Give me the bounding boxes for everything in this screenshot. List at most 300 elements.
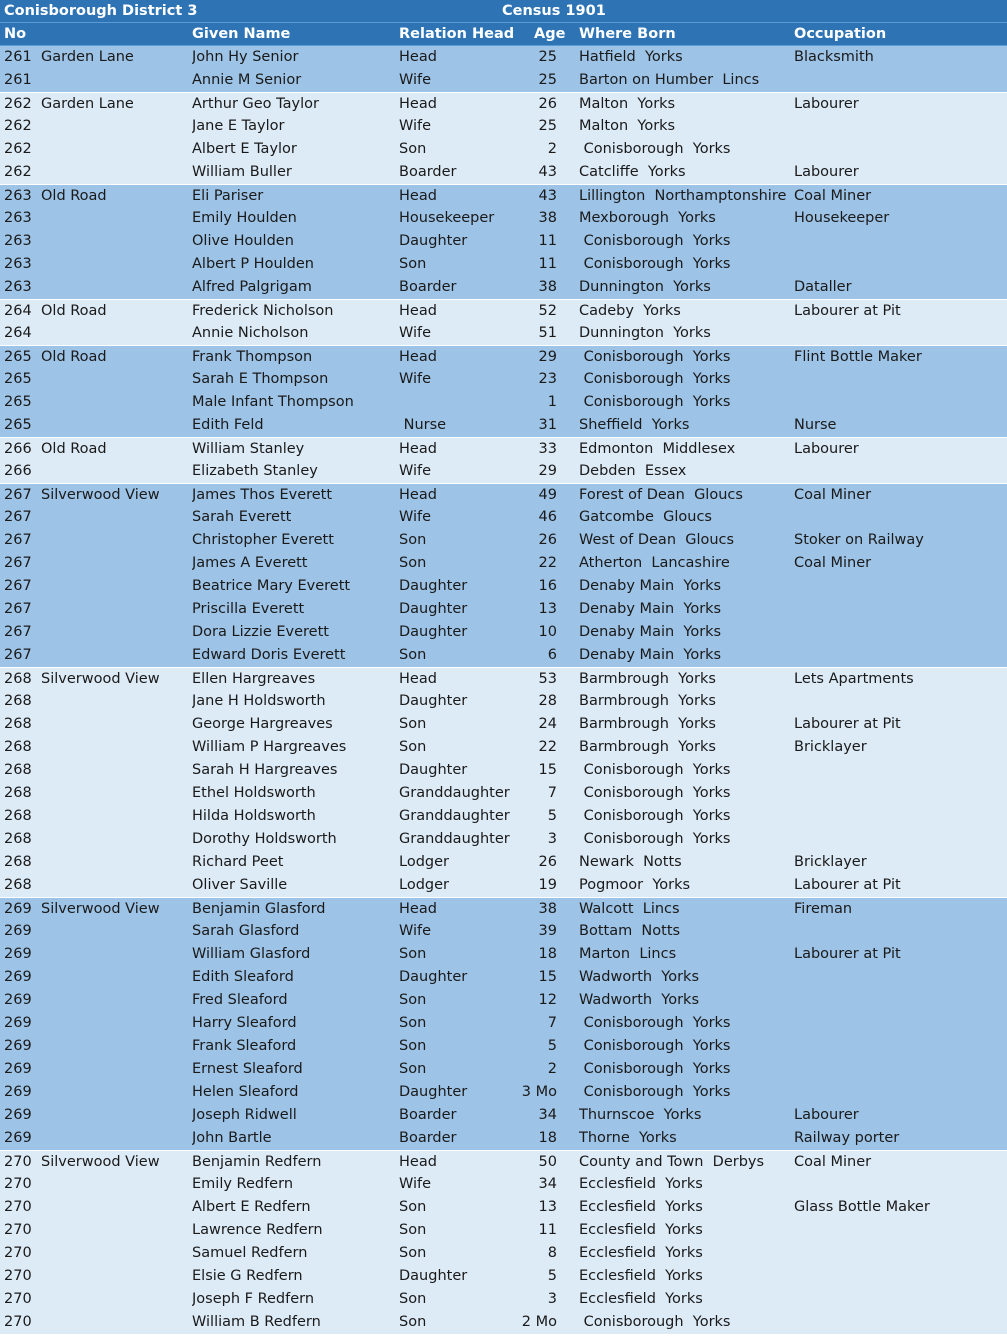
cell-given-name: Priscilla Everett bbox=[192, 601, 305, 617]
cell-relation: Wife bbox=[399, 1176, 432, 1192]
cell-schedule-no: 263 bbox=[4, 279, 32, 295]
table-row bbox=[0, 437, 1007, 460]
cell-where-born: Barmbrough Yorks bbox=[579, 739, 716, 755]
column-header-relation: Relation Head bbox=[399, 26, 515, 42]
cell-occupation: Housekeeper bbox=[794, 210, 890, 226]
cell-schedule-no: 264 bbox=[4, 303, 32, 319]
table-row bbox=[0, 460, 1007, 483]
cell-schedule-no: 267 bbox=[4, 555, 32, 571]
cell-age: 3 bbox=[547, 1291, 557, 1307]
cell-where-born: Atherton Lancashire bbox=[579, 555, 730, 571]
cell-given-name: William P Hargreaves bbox=[192, 739, 347, 755]
cell-given-name: Elizabeth Stanley bbox=[192, 463, 318, 479]
cell-relation: Granddaughter bbox=[399, 831, 510, 847]
cell-age: 26 bbox=[538, 96, 557, 112]
cell-given-name: John Hy Senior bbox=[192, 49, 299, 65]
table-row bbox=[0, 667, 1007, 690]
cell-occupation bbox=[794, 1265, 1004, 1288]
column-header-row bbox=[0, 23, 1007, 46]
table-row bbox=[0, 1127, 1007, 1150]
cell-occupation: Flint Bottle Maker bbox=[794, 349, 922, 365]
cell-where-born: Denaby Main Yorks bbox=[579, 578, 722, 594]
table-row bbox=[0, 943, 1007, 966]
cell-age: 13 bbox=[538, 601, 557, 617]
table-row bbox=[0, 552, 1007, 575]
cell-relation: Head bbox=[399, 303, 437, 319]
cell-schedule-no: 268 bbox=[4, 831, 32, 847]
table-row bbox=[0, 391, 1007, 414]
cell-occupation bbox=[794, 782, 1004, 805]
cell-given-name: William B Redfern bbox=[192, 1314, 321, 1330]
cell-given-name: Dorothy Holdsworth bbox=[192, 831, 337, 847]
cell-where-born: Bottam Notts bbox=[579, 923, 681, 939]
table-row bbox=[0, 1219, 1007, 1242]
cell-occupation bbox=[794, 230, 1004, 253]
table-row bbox=[0, 621, 1007, 644]
cell-schedule-no: 267 bbox=[4, 601, 32, 617]
cell-age: 25 bbox=[538, 72, 557, 88]
cell-given-name: Helen Sleaford bbox=[192, 1084, 299, 1100]
cell-occupation: Labourer at Pit bbox=[794, 303, 901, 319]
cell-given-name: Sarah H Hargreaves bbox=[192, 762, 338, 778]
cell-street: Silverwood View bbox=[41, 487, 160, 503]
table-row bbox=[0, 69, 1007, 92]
cell-given-name: Sarah E Thompson bbox=[192, 371, 329, 387]
cell-where-born: Barmbrough Yorks bbox=[579, 671, 716, 687]
cell-age: 6 bbox=[547, 647, 557, 663]
cell-schedule-no: 265 bbox=[4, 394, 32, 410]
table-row bbox=[0, 207, 1007, 230]
cell-schedule-no: 268 bbox=[4, 877, 32, 893]
cell-relation: Son bbox=[399, 1015, 427, 1031]
cell-age: 43 bbox=[538, 188, 557, 204]
table-row bbox=[0, 897, 1007, 920]
cell-relation: Son bbox=[399, 1245, 427, 1261]
cell-street: Old Road bbox=[41, 303, 107, 319]
cell-occupation bbox=[794, 506, 1004, 529]
table-row bbox=[0, 644, 1007, 667]
cell-occupation bbox=[794, 575, 1004, 598]
cell-age: 38 bbox=[538, 210, 557, 226]
cell-occupation bbox=[794, 138, 1004, 161]
cell-where-born: Dunnington Yorks bbox=[579, 279, 711, 295]
cell-occupation bbox=[794, 1242, 1004, 1265]
cell-given-name: Edward Doris Everett bbox=[192, 647, 346, 663]
cell-given-name: Frederick Nicholson bbox=[192, 303, 334, 319]
cell-age: 50 bbox=[538, 1154, 557, 1170]
cell-where-born: Pogmoor Yorks bbox=[579, 877, 691, 893]
cell-given-name: William Buller bbox=[192, 164, 292, 180]
column-header-where-born: Where Born bbox=[579, 26, 676, 42]
table-row bbox=[0, 253, 1007, 276]
cell-age: 33 bbox=[538, 441, 557, 457]
cell-schedule-no: 263 bbox=[4, 210, 32, 226]
cell-where-born: Ecclesfield Yorks bbox=[579, 1222, 703, 1238]
cell-occupation bbox=[794, 828, 1004, 851]
cell-given-name: Albert E Taylor bbox=[192, 141, 297, 157]
cell-schedule-no: 270 bbox=[4, 1268, 32, 1284]
cell-given-name: Edith Feld bbox=[192, 417, 264, 433]
cell-age: 49 bbox=[538, 487, 557, 503]
cell-age: 3 bbox=[547, 831, 557, 847]
table-row bbox=[0, 782, 1007, 805]
cell-where-born: Conisborough Yorks bbox=[579, 831, 731, 847]
cell-occupation: Blacksmith bbox=[794, 49, 874, 65]
cell-schedule-no: 264 bbox=[4, 325, 32, 341]
cell-relation: Boarder bbox=[399, 1107, 457, 1123]
cell-schedule-no: 269 bbox=[4, 901, 32, 917]
cell-age: 38 bbox=[538, 279, 557, 295]
cell-where-born: Barton on Humber Lincs bbox=[579, 72, 760, 88]
cell-given-name: Joseph F Redfern bbox=[192, 1291, 315, 1307]
cell-where-born: Wadworth Yorks bbox=[579, 969, 700, 985]
cell-relation: Son bbox=[399, 716, 427, 732]
cell-occupation: Labourer bbox=[794, 441, 859, 457]
cell-relation: Granddaughter bbox=[399, 785, 510, 801]
cell-schedule-no: 266 bbox=[4, 463, 32, 479]
cell-occupation: Glass Bottle Maker bbox=[794, 1199, 930, 1215]
cell-occupation: Coal Miner bbox=[794, 487, 872, 503]
cell-street: Garden Lane bbox=[41, 96, 134, 112]
cell-where-born: Dunnington Yorks bbox=[579, 325, 711, 341]
cell-street: Old Road bbox=[41, 188, 107, 204]
cell-where-born: Edmonton Middlesex bbox=[579, 441, 736, 457]
cell-where-born: Barmbrough Yorks bbox=[579, 693, 716, 709]
cell-relation: Daughter bbox=[399, 624, 468, 640]
cell-relation: Son bbox=[399, 1038, 427, 1054]
table-row bbox=[0, 1311, 1007, 1334]
cell-street: Old Road bbox=[41, 441, 107, 457]
cell-relation: Daughter bbox=[399, 578, 468, 594]
cell-relation bbox=[399, 391, 524, 414]
cell-given-name: William Stanley bbox=[192, 441, 305, 457]
cell-where-born: West of Dean Gloucs bbox=[579, 532, 735, 548]
table-row bbox=[0, 1104, 1007, 1127]
cell-where-born: Conisborough Yorks bbox=[579, 1314, 731, 1330]
table-row bbox=[0, 1012, 1007, 1035]
cell-where-born: Sheffield Yorks bbox=[579, 417, 690, 433]
cell-where-born: Ecclesfield Yorks bbox=[579, 1268, 703, 1284]
cell-schedule-no: 268 bbox=[4, 785, 32, 801]
cell-age: 29 bbox=[538, 349, 557, 365]
cell-age: 38 bbox=[538, 901, 557, 917]
cell-relation: Lodger bbox=[399, 877, 449, 893]
cell-occupation bbox=[794, 460, 1004, 483]
cell-age: 12 bbox=[538, 992, 557, 1008]
cell-age: 24 bbox=[538, 716, 557, 732]
table-row bbox=[0, 1196, 1007, 1219]
cell-given-name: Jane H Holdsworth bbox=[192, 693, 326, 709]
column-header-no: No bbox=[4, 26, 27, 42]
cell-given-name: Samuel Redfern bbox=[192, 1245, 308, 1261]
cell-schedule-no: 269 bbox=[4, 1038, 32, 1054]
table-row bbox=[0, 851, 1007, 874]
cell-relation: Daughter bbox=[399, 1268, 468, 1284]
cell-relation: Son bbox=[399, 1291, 427, 1307]
cell-given-name: Sarah Everett bbox=[192, 509, 292, 525]
cell-given-name: Lawrence Redfern bbox=[192, 1222, 323, 1238]
cell-relation: Daughter bbox=[399, 693, 468, 709]
table-row bbox=[0, 46, 1007, 69]
table-row bbox=[0, 184, 1007, 207]
table-row bbox=[0, 920, 1007, 943]
cell-where-born: Ecclesfield Yorks bbox=[579, 1199, 703, 1215]
cell-street: Silverwood View bbox=[41, 901, 160, 917]
cell-schedule-no: 269 bbox=[4, 969, 32, 985]
cell-where-born: Ecclesfield Yorks bbox=[579, 1176, 703, 1192]
cell-relation: Boarder bbox=[399, 279, 457, 295]
cell-age: 11 bbox=[538, 233, 557, 249]
cell-schedule-no: 268 bbox=[4, 671, 32, 687]
cell-age: 18 bbox=[538, 1130, 557, 1146]
cell-occupation bbox=[794, 598, 1004, 621]
cell-age: 29 bbox=[538, 463, 557, 479]
cell-relation: Head bbox=[399, 49, 437, 65]
cell-given-name: Jane E Taylor bbox=[192, 118, 285, 134]
cell-where-born: Gatcombe Gloucs bbox=[579, 509, 712, 525]
cell-relation: Son bbox=[399, 992, 427, 1008]
cell-where-born: Denaby Main Yorks bbox=[579, 647, 722, 663]
cell-where-born: Conisborough Yorks bbox=[579, 141, 731, 157]
cell-street: Silverwood View bbox=[41, 671, 160, 687]
cell-relation: Son bbox=[399, 141, 427, 157]
cell-street: Silverwood View bbox=[41, 1154, 160, 1170]
cell-relation: Housekeeper bbox=[399, 210, 495, 226]
cell-age: 28 bbox=[538, 693, 557, 709]
cell-relation: Boarder bbox=[399, 164, 457, 180]
table-row bbox=[0, 690, 1007, 713]
cell-where-born: Ecclesfield Yorks bbox=[579, 1291, 703, 1307]
cell-given-name: George Hargreaves bbox=[192, 716, 333, 732]
cell-age: 5 bbox=[547, 1268, 557, 1284]
cell-where-born: Malton Yorks bbox=[579, 118, 676, 134]
table-row bbox=[0, 345, 1007, 368]
cell-where-born: Walcott Lincs bbox=[579, 901, 680, 917]
cell-occupation: Bricklayer bbox=[794, 739, 867, 755]
cell-age: 31 bbox=[538, 417, 557, 433]
table-row bbox=[0, 575, 1007, 598]
cell-relation: Wife bbox=[399, 118, 432, 134]
cell-age: 52 bbox=[538, 303, 557, 319]
cell-age: 2 bbox=[547, 1061, 557, 1077]
cell-occupation bbox=[794, 1288, 1004, 1311]
cell-schedule-no: 263 bbox=[4, 188, 32, 204]
cell-given-name: Joseph Ridwell bbox=[192, 1107, 297, 1123]
cell-occupation bbox=[794, 253, 1004, 276]
cell-where-born: Catcliffe Yorks bbox=[579, 164, 686, 180]
cell-age: 46 bbox=[538, 509, 557, 525]
cell-where-born: Mexborough Yorks bbox=[579, 210, 716, 226]
cell-relation: Son bbox=[399, 1222, 427, 1238]
cell-occupation: Coal Miner bbox=[794, 1154, 872, 1170]
cell-relation: Son bbox=[399, 555, 427, 571]
cell-relation: Son bbox=[399, 1061, 427, 1077]
cell-age: 7 bbox=[547, 785, 557, 801]
cell-where-born: Conisborough Yorks bbox=[579, 808, 731, 824]
table-row bbox=[0, 322, 1007, 345]
cell-relation: Head bbox=[399, 487, 437, 503]
cell-where-born: Conisborough Yorks bbox=[579, 349, 731, 365]
cell-given-name: Frank Sleaford bbox=[192, 1038, 297, 1054]
cell-relation: Daughter bbox=[399, 762, 468, 778]
cell-occupation bbox=[794, 920, 1004, 943]
cell-relation: Granddaughter bbox=[399, 808, 510, 824]
cell-where-born: Forest of Dean Gloucs bbox=[579, 487, 743, 503]
table-row bbox=[0, 989, 1007, 1012]
cell-given-name: Male Infant Thompson bbox=[192, 394, 354, 410]
cell-occupation bbox=[794, 391, 1004, 414]
cell-occupation bbox=[794, 621, 1004, 644]
cell-age: 2 bbox=[547, 141, 557, 157]
table-row bbox=[0, 230, 1007, 253]
table-row bbox=[0, 759, 1007, 782]
cell-age: 13 bbox=[538, 1199, 557, 1215]
cell-street: Garden Lane bbox=[41, 49, 134, 65]
cell-schedule-no: 270 bbox=[4, 1245, 32, 1261]
cell-where-born: County and Town Derbys bbox=[579, 1154, 765, 1170]
cell-schedule-no: 263 bbox=[4, 256, 32, 272]
cell-relation: Head bbox=[399, 188, 437, 204]
cell-age: 11 bbox=[538, 1222, 557, 1238]
cell-where-born: Thurnscoe Yorks bbox=[579, 1107, 702, 1123]
table-row bbox=[0, 483, 1007, 506]
cell-relation: Wife bbox=[399, 463, 432, 479]
cell-where-born: Conisborough Yorks bbox=[579, 1038, 731, 1054]
cell-given-name: Olive Houlden bbox=[192, 233, 294, 249]
cell-where-born: Conisborough Yorks bbox=[579, 1084, 731, 1100]
cell-age: 34 bbox=[538, 1107, 557, 1123]
table-row bbox=[0, 529, 1007, 552]
cell-occupation: Nurse bbox=[794, 417, 837, 433]
cell-age: 22 bbox=[538, 739, 557, 755]
cell-schedule-no: 269 bbox=[4, 1015, 32, 1031]
cell-given-name: Harry Sleaford bbox=[192, 1015, 297, 1031]
cell-given-name: Fred Sleaford bbox=[192, 992, 288, 1008]
cell-where-born: Ecclesfield Yorks bbox=[579, 1245, 703, 1261]
cell-occupation: Fireman bbox=[794, 901, 853, 917]
cell-occupation: Labourer bbox=[794, 96, 859, 112]
cell-occupation: Bricklayer bbox=[794, 854, 867, 870]
cell-schedule-no: 261 bbox=[4, 49, 32, 65]
cell-schedule-no: 269 bbox=[4, 1061, 32, 1077]
cell-given-name: Emily Redfern bbox=[192, 1176, 294, 1192]
cell-age: 15 bbox=[538, 969, 557, 985]
cell-given-name: Edith Sleaford bbox=[192, 969, 294, 985]
cell-occupation: Lets Apartments bbox=[794, 671, 914, 687]
table-row bbox=[0, 598, 1007, 621]
table-row bbox=[0, 1058, 1007, 1081]
census-table-body bbox=[0, 46, 1007, 1334]
cell-where-born: Cadeby Yorks bbox=[579, 303, 681, 319]
cell-where-born: Conisborough Yorks bbox=[579, 394, 731, 410]
cell-schedule-no: 269 bbox=[4, 992, 32, 1008]
cell-schedule-no: 262 bbox=[4, 164, 32, 180]
cell-occupation bbox=[794, 1058, 1004, 1081]
cell-where-born: Marton Lincs bbox=[579, 946, 677, 962]
table-row bbox=[0, 713, 1007, 736]
cell-occupation bbox=[794, 759, 1004, 782]
cell-occupation bbox=[794, 644, 1004, 667]
cell-given-name: Emily Houlden bbox=[192, 210, 297, 226]
cell-schedule-no: 267 bbox=[4, 624, 32, 640]
cell-given-name: Ellen Hargreaves bbox=[192, 671, 316, 687]
cell-occupation bbox=[794, 115, 1004, 138]
cell-where-born: Conisborough Yorks bbox=[579, 1015, 731, 1031]
cell-schedule-no: 266 bbox=[4, 441, 32, 457]
cell-occupation bbox=[794, 805, 1004, 828]
table-row bbox=[0, 828, 1007, 851]
cell-schedule-no: 267 bbox=[4, 532, 32, 548]
cell-age: 22 bbox=[538, 555, 557, 571]
cell-schedule-no: 262 bbox=[4, 141, 32, 157]
cell-street: Old Road bbox=[41, 349, 107, 365]
cell-where-born: Barmbrough Yorks bbox=[579, 716, 716, 732]
cell-given-name: Christopher Everett bbox=[192, 532, 334, 548]
cell-occupation: Coal Miner bbox=[794, 188, 872, 204]
cell-schedule-no: 268 bbox=[4, 716, 32, 732]
cell-given-name: Eli Pariser bbox=[192, 188, 264, 204]
cell-where-born: Conisborough Yorks bbox=[579, 785, 731, 801]
table-row bbox=[0, 276, 1007, 299]
cell-occupation bbox=[794, 1081, 1004, 1104]
table-row bbox=[0, 805, 1007, 828]
table-row bbox=[0, 115, 1007, 138]
cell-given-name: Ernest Sleaford bbox=[192, 1061, 303, 1077]
cell-occupation: Dataller bbox=[794, 279, 852, 295]
table-row bbox=[0, 874, 1007, 897]
cell-age: 26 bbox=[538, 854, 557, 870]
cell-occupation bbox=[794, 1012, 1004, 1035]
cell-schedule-no: 269 bbox=[4, 1130, 32, 1146]
cell-relation: Daughter bbox=[399, 601, 468, 617]
table-row bbox=[0, 92, 1007, 115]
cell-occupation bbox=[794, 989, 1004, 1012]
cell-occupation bbox=[794, 966, 1004, 989]
table-row bbox=[0, 966, 1007, 989]
table-row bbox=[0, 368, 1007, 391]
table-row bbox=[0, 1173, 1007, 1196]
cell-relation: Son bbox=[399, 739, 427, 755]
cell-relation: Head bbox=[399, 1154, 437, 1170]
cell-given-name: Oliver Saville bbox=[192, 877, 288, 893]
cell-schedule-no: 265 bbox=[4, 371, 32, 387]
cell-schedule-no: 265 bbox=[4, 349, 32, 365]
column-header-age: Age bbox=[534, 26, 566, 42]
cell-where-born: Hatfield Yorks bbox=[579, 49, 683, 65]
cell-occupation: Labourer at Pit bbox=[794, 877, 901, 893]
cell-relation: Wife bbox=[399, 371, 432, 387]
cell-schedule-no: 269 bbox=[4, 1084, 32, 1100]
cell-age: 25 bbox=[538, 49, 557, 65]
cell-relation: Head bbox=[399, 96, 437, 112]
cell-occupation: Labourer at Pit bbox=[794, 946, 901, 962]
cell-given-name: Benjamin Redfern bbox=[192, 1154, 322, 1170]
cell-given-name: William Glasford bbox=[192, 946, 311, 962]
cell-given-name: Annie Nicholson bbox=[192, 325, 309, 341]
column-header-occupation: Occupation bbox=[794, 26, 887, 42]
cell-schedule-no: 270 bbox=[4, 1291, 32, 1307]
cell-where-born: Denaby Main Yorks bbox=[579, 624, 722, 640]
cell-occupation: Stoker on Railway bbox=[794, 532, 924, 548]
cell-relation: Son bbox=[399, 532, 427, 548]
cell-given-name: Frank Thompson bbox=[192, 349, 313, 365]
cell-age: 3 Mo bbox=[521, 1084, 557, 1100]
cell-given-name: Sarah Glasford bbox=[192, 923, 300, 939]
cell-age: 39 bbox=[538, 923, 557, 939]
cell-age: 34 bbox=[538, 1176, 557, 1192]
table-row bbox=[0, 736, 1007, 759]
cell-schedule-no: 269 bbox=[4, 1107, 32, 1123]
